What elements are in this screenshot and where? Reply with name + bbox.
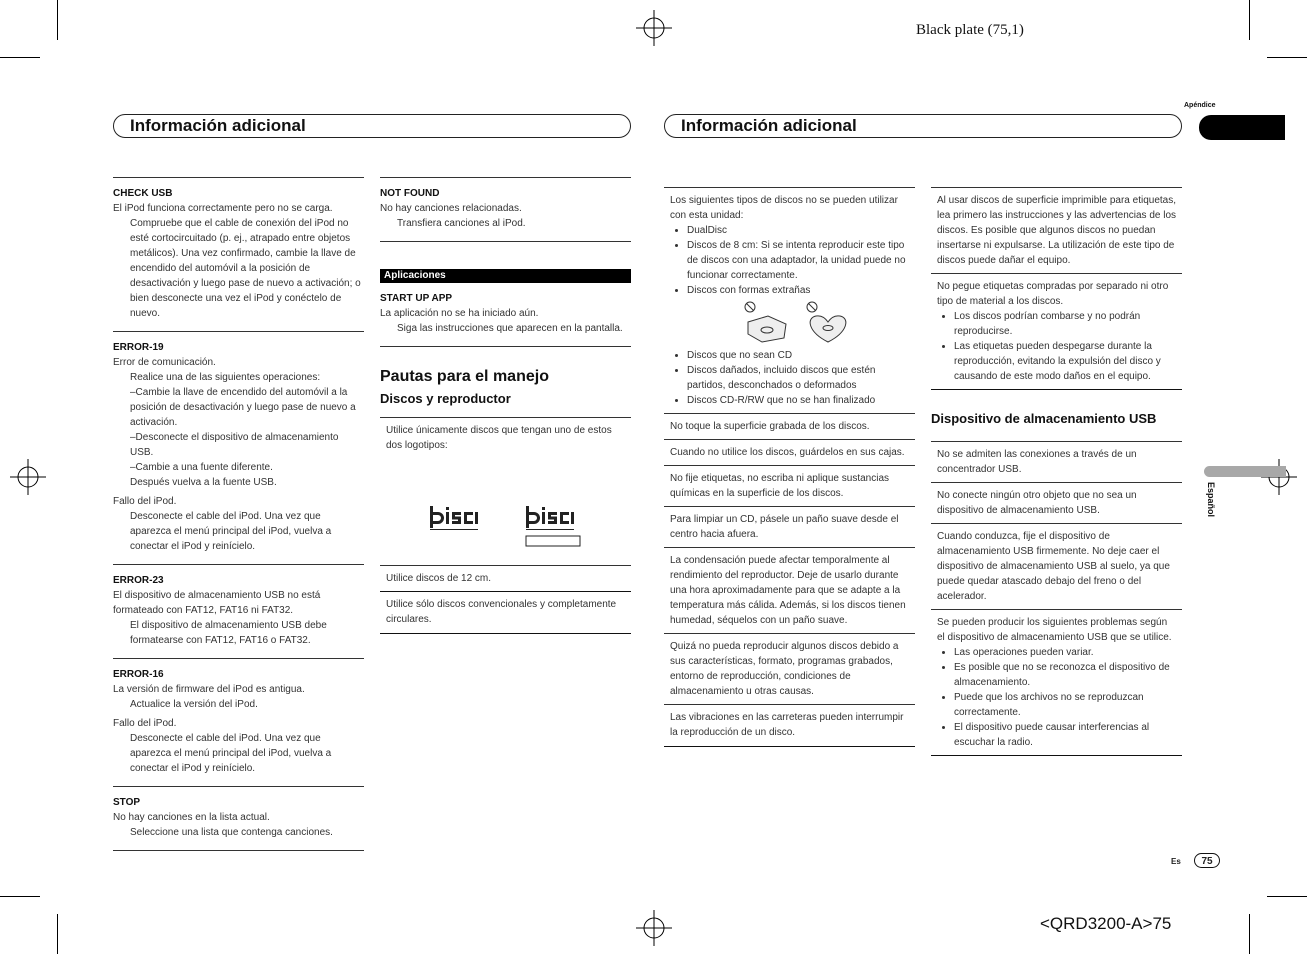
entry-text: No hay canciones en la lista actual.: [113, 812, 270, 823]
paragraph: Utilice sólo discos convencionales y completamente circulares.: [386, 599, 617, 625]
entry-start-up-app: [380, 283, 631, 347]
crop-mark: [57, 914, 58, 954]
paragraph-block: [664, 633, 915, 704]
list-item: • DualDisc: [687, 223, 909, 238]
entry-title: ERROR-23: [113, 575, 164, 586]
paragraph-block: [931, 609, 1182, 756]
entry-text: Fallo del iPod.: [113, 718, 177, 729]
registration-mark-icon: [1261, 459, 1297, 495]
entry-text: El iPod funciona correctamente pero no se carga.: [113, 203, 333, 214]
list-item: • Discos de 8 cm: Si se intenta reproducir este tipo de discos con una adaptador, la unidad puede no funcionar correctamente.: [687, 238, 909, 283]
list-item: • Es posible que no se reconozca el dispositivo de almacenamiento.: [954, 660, 1176, 690]
list-item: • Discos dañados, incluido discos que estén partidos, desconchados o deformados: [687, 363, 909, 393]
entry-error-16: [113, 658, 364, 786]
entry-check-usb: [113, 177, 364, 331]
column-3: [664, 187, 915, 747]
section-banner-left: Información adicional: [113, 114, 631, 138]
entry-text: Compruebe que el cable de conexión del iPod no esté cortocircuitado (p. ej., atrapado entre objetos metálicos). Una vez confirmado, cambie la llave de encendido del automóvil a la posición de desactivación y luego pase de nuevo a activación; o bien desconecte una vez el iPod y conéctelo de nuevo.: [130, 218, 361, 319]
paragraph: Las vibraciones en las carreteras pueden interrumpir la reproducción de un disco.: [670, 712, 904, 738]
odd-shaped-disc-figure: [670, 298, 909, 348]
paragraph-block: [664, 187, 915, 413]
plate-label: Black plate (75,1): [916, 22, 1024, 38]
column-4: [931, 187, 1182, 756]
bullet-list: [937, 309, 1176, 384]
paragraph-block: [931, 187, 1182, 273]
paragraph-block: [931, 523, 1182, 609]
section-title: Pautas para el manejo: [380, 368, 549, 385]
registration-mark-icon: [636, 910, 672, 946]
list-item: • Las etiquetas pueden despegarse durante la reproducción, evitando la expulsión del disco y causando de este modo daños en el equipo.: [954, 339, 1176, 384]
disc-logo-block: [380, 417, 631, 565]
paragraph-block: [664, 439, 915, 465]
registration-mark-icon: [10, 459, 46, 495]
bullet-list: [670, 223, 909, 298]
crop-mark: [1249, 914, 1250, 954]
section-banner-right: Información adicional: [664, 114, 1182, 138]
entry-text: El dispositivo de almacenamiento USB no está formateado con FAT12, FAT16 ni FAT32.: [113, 590, 321, 616]
paragraph: Utilice discos de 12 cm.: [386, 573, 492, 584]
paragraph: Quizá no pueda reproducir algunos discos debido a sus características, formato, programas grabados, entorno de reproducción, condiciones de almacenamiento u otras causas.: [670, 641, 899, 697]
subsection-title: Dispositivo de almacenamiento USB: [931, 411, 1157, 426]
entry-text: Después vuelva a la fuente USB.: [130, 477, 277, 488]
column-2: [380, 177, 631, 634]
entry-text: Siga las instrucciones que aparecen en la pantalla.: [397, 323, 623, 334]
entry-text: Actualice la versión del iPod.: [130, 699, 258, 710]
entry-title: ERROR-19: [113, 342, 164, 353]
subsection-title: Discos y reproductor: [380, 391, 511, 406]
entry-text: Realice una de las siguientes operaciones:: [130, 372, 321, 383]
compact-disc-logo: [428, 498, 490, 536]
crop-mark: [1249, 0, 1250, 40]
paragraph-block: [664, 465, 915, 506]
paragraph: No conecte ningún otro objeto que no sea un dispositivo de almacenamiento USB.: [937, 490, 1137, 516]
entry-stop: [113, 786, 364, 851]
paragraph: Cuando conduzca, fije el dispositivo de almacenamiento USB firmemente. No deje caer el dispositivo de almacenamiento USB al suelo, ya que puede quedar atascado debajo del freno o del acelerador.: [937, 531, 1170, 602]
entry-title: CHECK USB: [113, 188, 173, 199]
entry-title: NOT FOUND: [380, 188, 440, 199]
paragraph: Utilice únicamente discos que tengan uno de estos dos logotipos:: [386, 425, 612, 451]
paragraph: No se admiten las conexiones a través de un concentrador USB.: [937, 449, 1137, 475]
paragraph-block: [664, 413, 915, 439]
registration-mark-icon: [636, 10, 672, 46]
list-item: • El dispositivo puede causar interferencias al escuchar la radio.: [954, 720, 1176, 750]
list-item: • Las operaciones pueden variar.: [954, 645, 1176, 660]
paragraph-block: [931, 441, 1182, 482]
paragraph: Los siguientes tipos de discos no se pueden utilizar con esta unidad:: [670, 195, 898, 221]
entry-text: –Cambie la llave de encendido del automóvil a la posición de desactivación y luego pase de nuevo a activación.: [130, 387, 356, 428]
entry-error-19: [113, 331, 364, 564]
prohibited-disc-shapes-icon: [740, 300, 850, 346]
entry-text: El dispositivo de almacenamiento USB debe formatearse con FAT12, FAT16 o FAT32.: [130, 620, 327, 646]
paragraph-block: [664, 547, 915, 633]
entry-text: Error de comunicación.: [113, 357, 216, 368]
paragraph: Cuando no utilice los discos, guárdelos en sus cajas.: [670, 447, 905, 458]
paragraph: No pegue etiquetas compradas por separado ni otro tipo de material a los discos.: [937, 281, 1169, 307]
entry-text: Transfiera canciones al iPod.: [397, 218, 526, 229]
paragraph: La condensación puede afectar temporalmente al rendimiento del reproductor. Deje de usarlo durante una hora aproximadamente para que se adapte a la temperatura más cálida. Además, si los discos tienen humedad, séquelos con un paño suave.: [670, 555, 906, 626]
entry-text: No hay canciones relacionadas.: [380, 203, 522, 214]
document-code: <QRD3200-A>75: [1040, 914, 1172, 933]
paragraph: No fije etiquetas, no escriba ni aplique sustancias químicas en la superficie de los discos.: [670, 473, 890, 499]
column-1: [113, 177, 364, 851]
entry-text: La aplicación no se ha iniciado aún.: [380, 308, 539, 319]
paragraph-block: [931, 482, 1182, 523]
entry-text: Seleccione una lista que contenga canciones.: [130, 827, 333, 838]
list-item: • Puede que los archivos no se reproduzcan correctamente.: [954, 690, 1176, 720]
entry-not-found: [380, 177, 631, 242]
entry-title: ERROR-16: [113, 669, 164, 680]
section-tab: [1199, 115, 1285, 140]
paragraph: Se pueden producir los siguientes problemas según el dispositivo de almacenamiento USB que se utilice.: [937, 617, 1172, 643]
list-item: • Discos CD-R/RW que no se han finalizado: [687, 393, 909, 408]
language-code: Es: [1171, 857, 1181, 866]
crop-mark: [0, 896, 40, 897]
page-number: 75: [1194, 853, 1220, 868]
language-tab: [1204, 466, 1286, 477]
list-item: • Discos que no sean CD: [687, 348, 909, 363]
applications-bar: Aplicaciones: [380, 269, 631, 283]
paragraph: Al usar discos de superficie imprimible para etiquetas, lea primero las instrucciones y las advertencias de los discos. Es posible que algunos discos no puedan insertarse ni expulsarse. La utilización de este tipo de discos puede dañar el equipo.: [937, 195, 1176, 266]
language-label: Español: [1206, 482, 1216, 518]
paragraph: Para limpiar un CD, pásele un paño suave desde el centro hacia afuera.: [670, 514, 899, 540]
entry-text: Desconecte el cable del iPod. Una vez que aparezca el menú principal del iPod, vuelva a conectar el iPod y reinícielo.: [130, 733, 332, 774]
list-item: • Los discos podrían combarse y no podrán reproducirse.: [954, 309, 1176, 339]
entry-error-23: [113, 564, 364, 658]
entry-text: Desconecte el cable del iPod. Una vez que aparezca el menú principal del iPod, vuelva a conectar el iPod y reinícielo.: [130, 511, 332, 552]
compact-disc-text-logo: [522, 498, 584, 548]
crop-mark: [1267, 57, 1307, 58]
entry-text: La versión de firmware del iPod es antigua.: [113, 684, 305, 695]
entry-text: –Desconecte el dispositivo de almacenamiento USB.: [130, 432, 339, 458]
crop-mark: [0, 57, 40, 58]
bullet-list: [670, 348, 909, 408]
appendix-label: Apéndice: [1184, 102, 1216, 109]
paragraph-block: [664, 704, 915, 747]
paragraph-block: [380, 565, 631, 591]
paragraph-block: [931, 273, 1182, 390]
entry-text: Fallo del iPod.: [113, 496, 177, 507]
paragraph: No toque la superficie grabada de los discos.: [670, 421, 870, 432]
paragraph-block: [380, 591, 631, 634]
crop-mark: [57, 0, 58, 40]
entry-title: STOP: [113, 797, 141, 808]
crop-mark: [1267, 896, 1307, 897]
entry-text: –Cambie a una fuente diferente.: [130, 462, 273, 473]
list-item: • Discos con formas extrañas: [687, 283, 909, 298]
entry-title: START UP APP: [380, 293, 453, 304]
bullet-list: [937, 645, 1176, 750]
paragraph-block: [664, 506, 915, 547]
